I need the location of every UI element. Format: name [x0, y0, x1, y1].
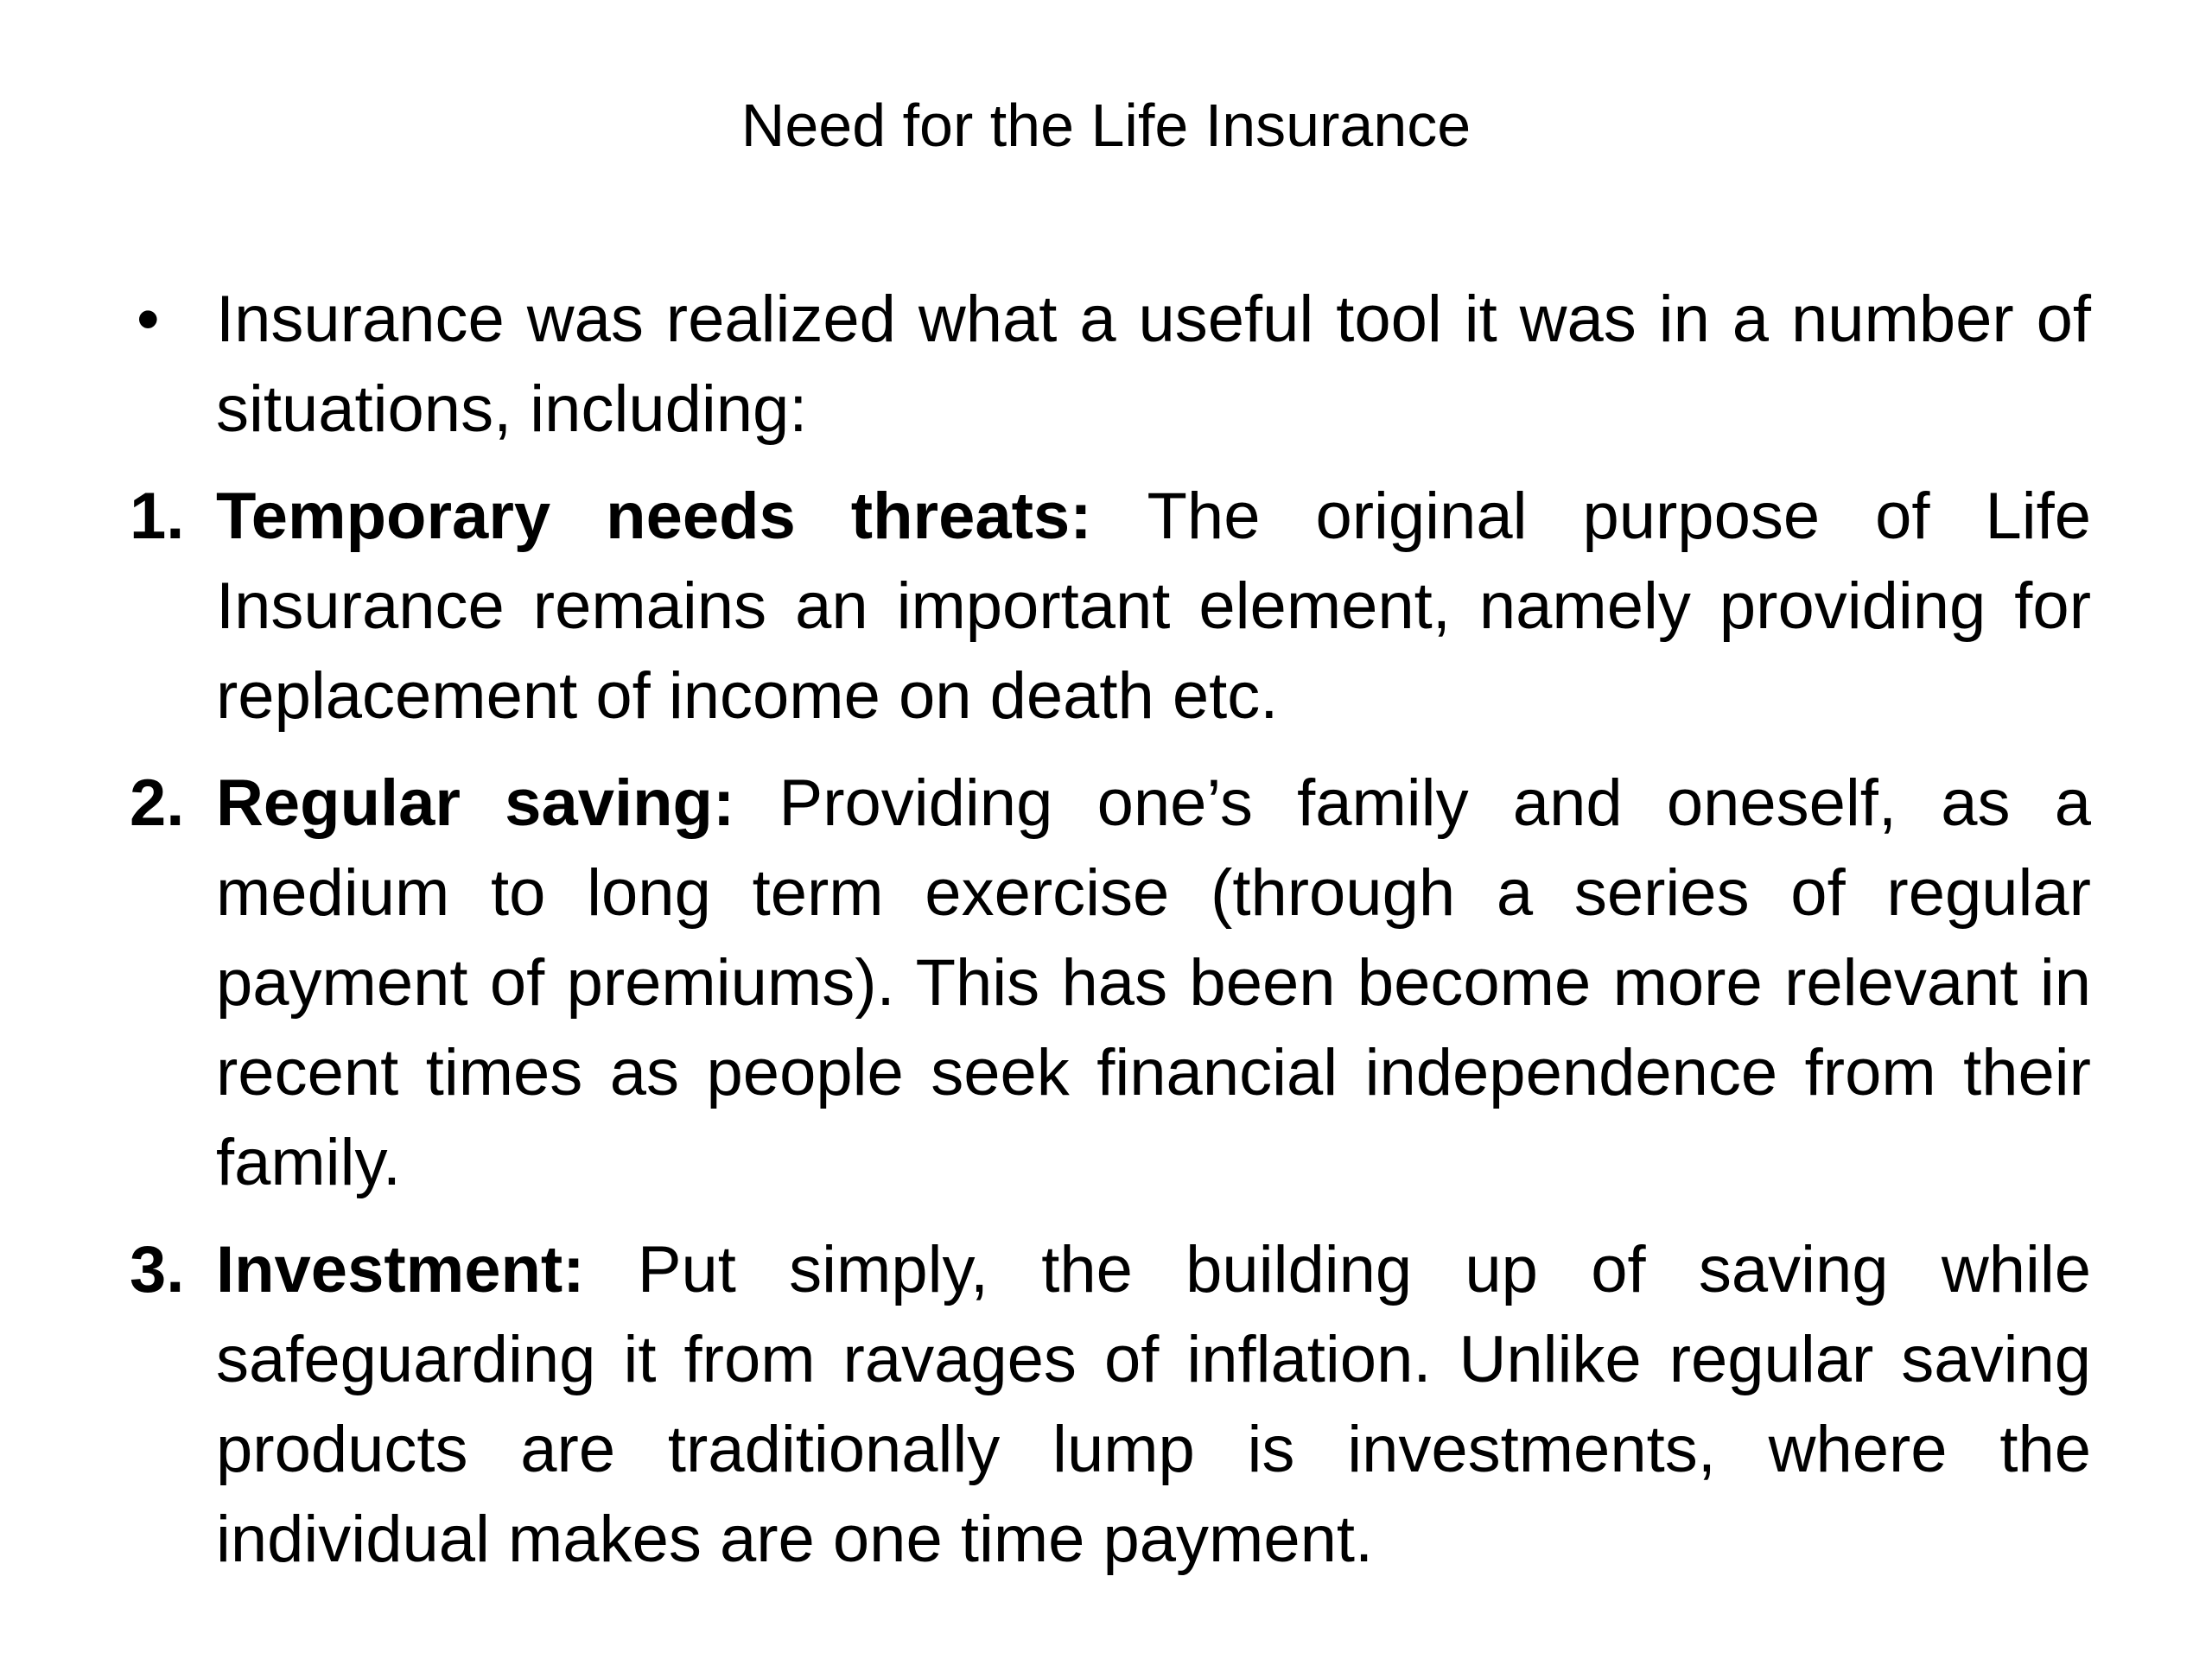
list-item-regular-saving [130, 759, 2091, 1208]
list-number: 3. [130, 1233, 185, 1306]
intro-bullet [130, 275, 2091, 454]
list-number: 2. [130, 766, 185, 840]
item-text: Put simply, the building up of saving while safeguarding it from ravages of inflation. Unlike regular saving products are traditionally lump is investments, where the individual makes are one time payment. [216, 1233, 2092, 1576]
list-item-investment [130, 1225, 2091, 1585]
item-text: The original purpose of Life Insurance remains an important element, namely providing for replacement of income on death etc. [216, 480, 2091, 733]
item-heading: Regular saving: [216, 766, 779, 840]
slide-body [130, 275, 2091, 1585]
item-heading: Temporary needs threats: [216, 480, 1147, 553]
intro-text: Insurance was realized what a useful tool it was in a number of situations, including: [216, 283, 2091, 446]
bullet-marker: • [137, 283, 160, 356]
item-heading: Investment: [216, 1233, 638, 1306]
list-number: 1. [130, 480, 185, 553]
list-item-temporary-needs [130, 472, 2091, 741]
slide-title: Need for the Life Insurance [741, 92, 1471, 159]
item-text: Providing one’s family and oneself, as a medium to long term exercise (through a series of regular payment of premiums). This has been become more relevant in recent times as people seek financial independence from their family. [216, 766, 2091, 1199]
